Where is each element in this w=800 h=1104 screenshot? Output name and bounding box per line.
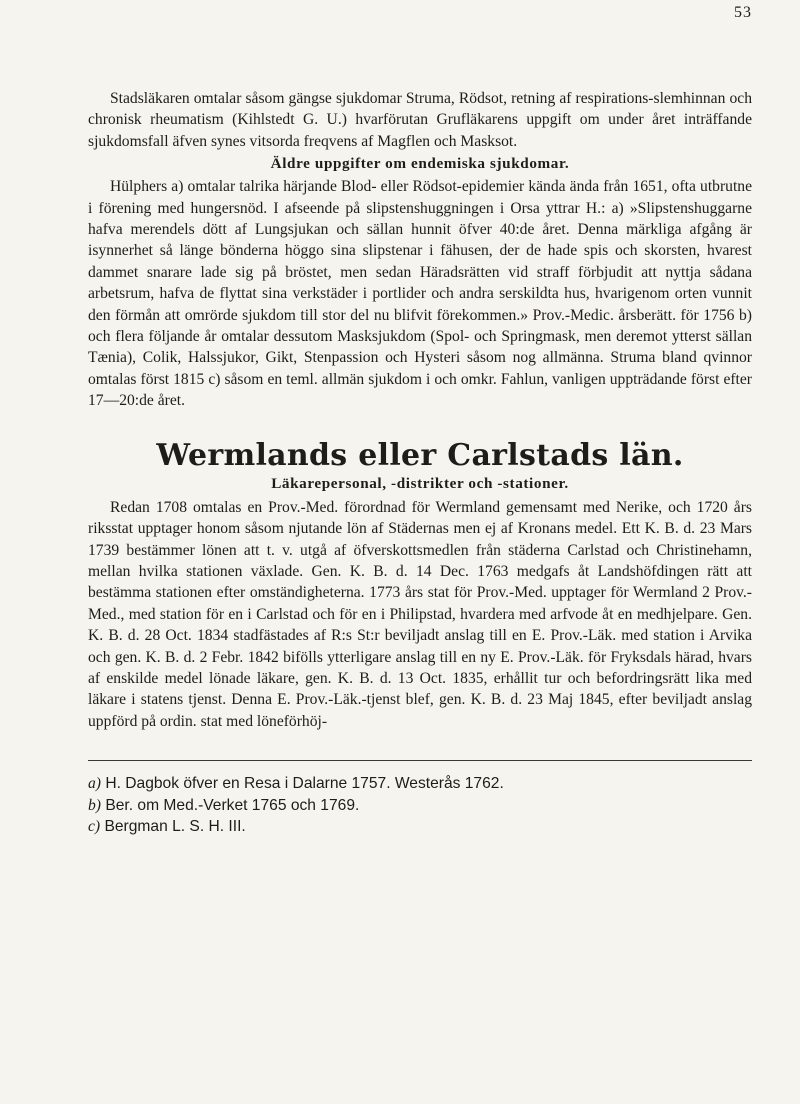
footnote-b: b) Ber. om Med.-Verket 1765 och 1769. [88,796,360,814]
paragraph-provmed-history: Redan 1708 omtalas en Prov.-Med. förordnad för Wermland gemensamt med Nerike, och 1720 års riksstat upptager honom såsom njutande lön af Städernas men ej af Kronans medel. Ett K. B. d. 23 Mars 1739 bestämmer lönen att t. v. utgå af öfverskottsmedlen från städerna Carlstad och Christinehamn, mellan hvilka stationen växlade. Gen. K. B. d. 14 Dec. 1763 medgafs åt Landshöfdingen rätt att bestämma stationen efter omständigheterna. 1773 års stat för Prov.-Med. upptager för Wermland 2 Prov.-Med., med station för en i Carlstad och för en i Philipstad, hvardera med arfvode åt en medhjelpare. Gen. K. B. d. 28 Oct. 1834 stadfästades af R:s St:r beviljadt anslag till en E. Prov.-Läk. med station i Arvika och gen. K. B. d. 2 Febr. 1842 bifölls ytterligare anslag till en ny E. Prov.-Läk. för Fryksdals härad, hvars af enskilde medel lönade läkare, gen. K. B. d. 13 Oct. 1835, erhållit tur och befordringsrätt lika med läkare i statens tjenst. Denna E. Prov.-Läk.-tjenst blef, gen. K. B. d. 23 Maj 1845, efter beviljadt anslag uppförd på ordin. stat med löneförhöj- [88,498,752,730]
footnote-c: c) Bergman L. S. H. III. [88,817,246,835]
chapter-heading-wermland: Wermlands eller Carlstads län. [156,437,684,473]
footnote-divider [88,760,752,761]
page-number: 53 [734,4,752,21]
paragraph-stadslakaren: Stadsläkaren omtalar såsom gängse sjukdomar Struma, Rödsot, retning af respirations-slemhinnan och chronisk rheumatism (Kihlstedt G. U.) hvarförutan Grufläkarens uppgift om under året inträffande sjukdomsfall äfven synes vitsorda freqvens af Magflen och Masksot. [88,90,752,150]
page-content [88,88,752,837]
footnote-a: a) H. Dagbok öfver en Resa i Dalarne 1757. Westerås 1762. [88,775,504,793]
footnotes [88,773,752,837]
section-heading-aldre-uppgifter: Äldre uppgifter om endemiska sjukdomar. [270,155,570,173]
paragraph-hulphers: Hülphers a) omtalar talrika härjande Blod- eller Rödsot-epidemier kända ända från 1651, ofta utbrutne i förening med hungersnöd. I afseende på slipstenshuggningen i Orsa yttrar H.: a) »Slipstenshuggarne hafva merendels dött af Lungsjukan och sällan hunnit öfver 40:de året. Denna märkliga afgång är isynnerhet så länge bönderna höggo sina slipstenar i fähusen, der de hade spis och skorsten, hvarest dammet snarare lade sig på bröstet, men sedan Häradsrätten vid straff förbjudit att nyttja sådana arbetsrum, hafva de flyttat sina verkstäder i portlider och andra serskildta hus, hvarigenom orten vunnit den förmån att omrörde sjukdom till stor del nu blifvit förekommen.» Prov.-Medic. årsberätt. för 1756 b) och flera följande år omtalar dessutom Masksjukdom (Spol- och Springmask, men deremot ytterst sällan Tænia), Colik, Halssjukor, Gikt, Stenpassion och Hysteri såsom nog allmänna. Struma bland qvinnor omtalas först 1815 c) såsom en teml. allmän sjukdom i och omkr. Fahlun, vanligen uppträdande först efter 17—20:de året. [88,178,752,410]
subheading-lakarepersonal: Läkarepersonal, -distrikter och -stationer. [271,474,569,492]
